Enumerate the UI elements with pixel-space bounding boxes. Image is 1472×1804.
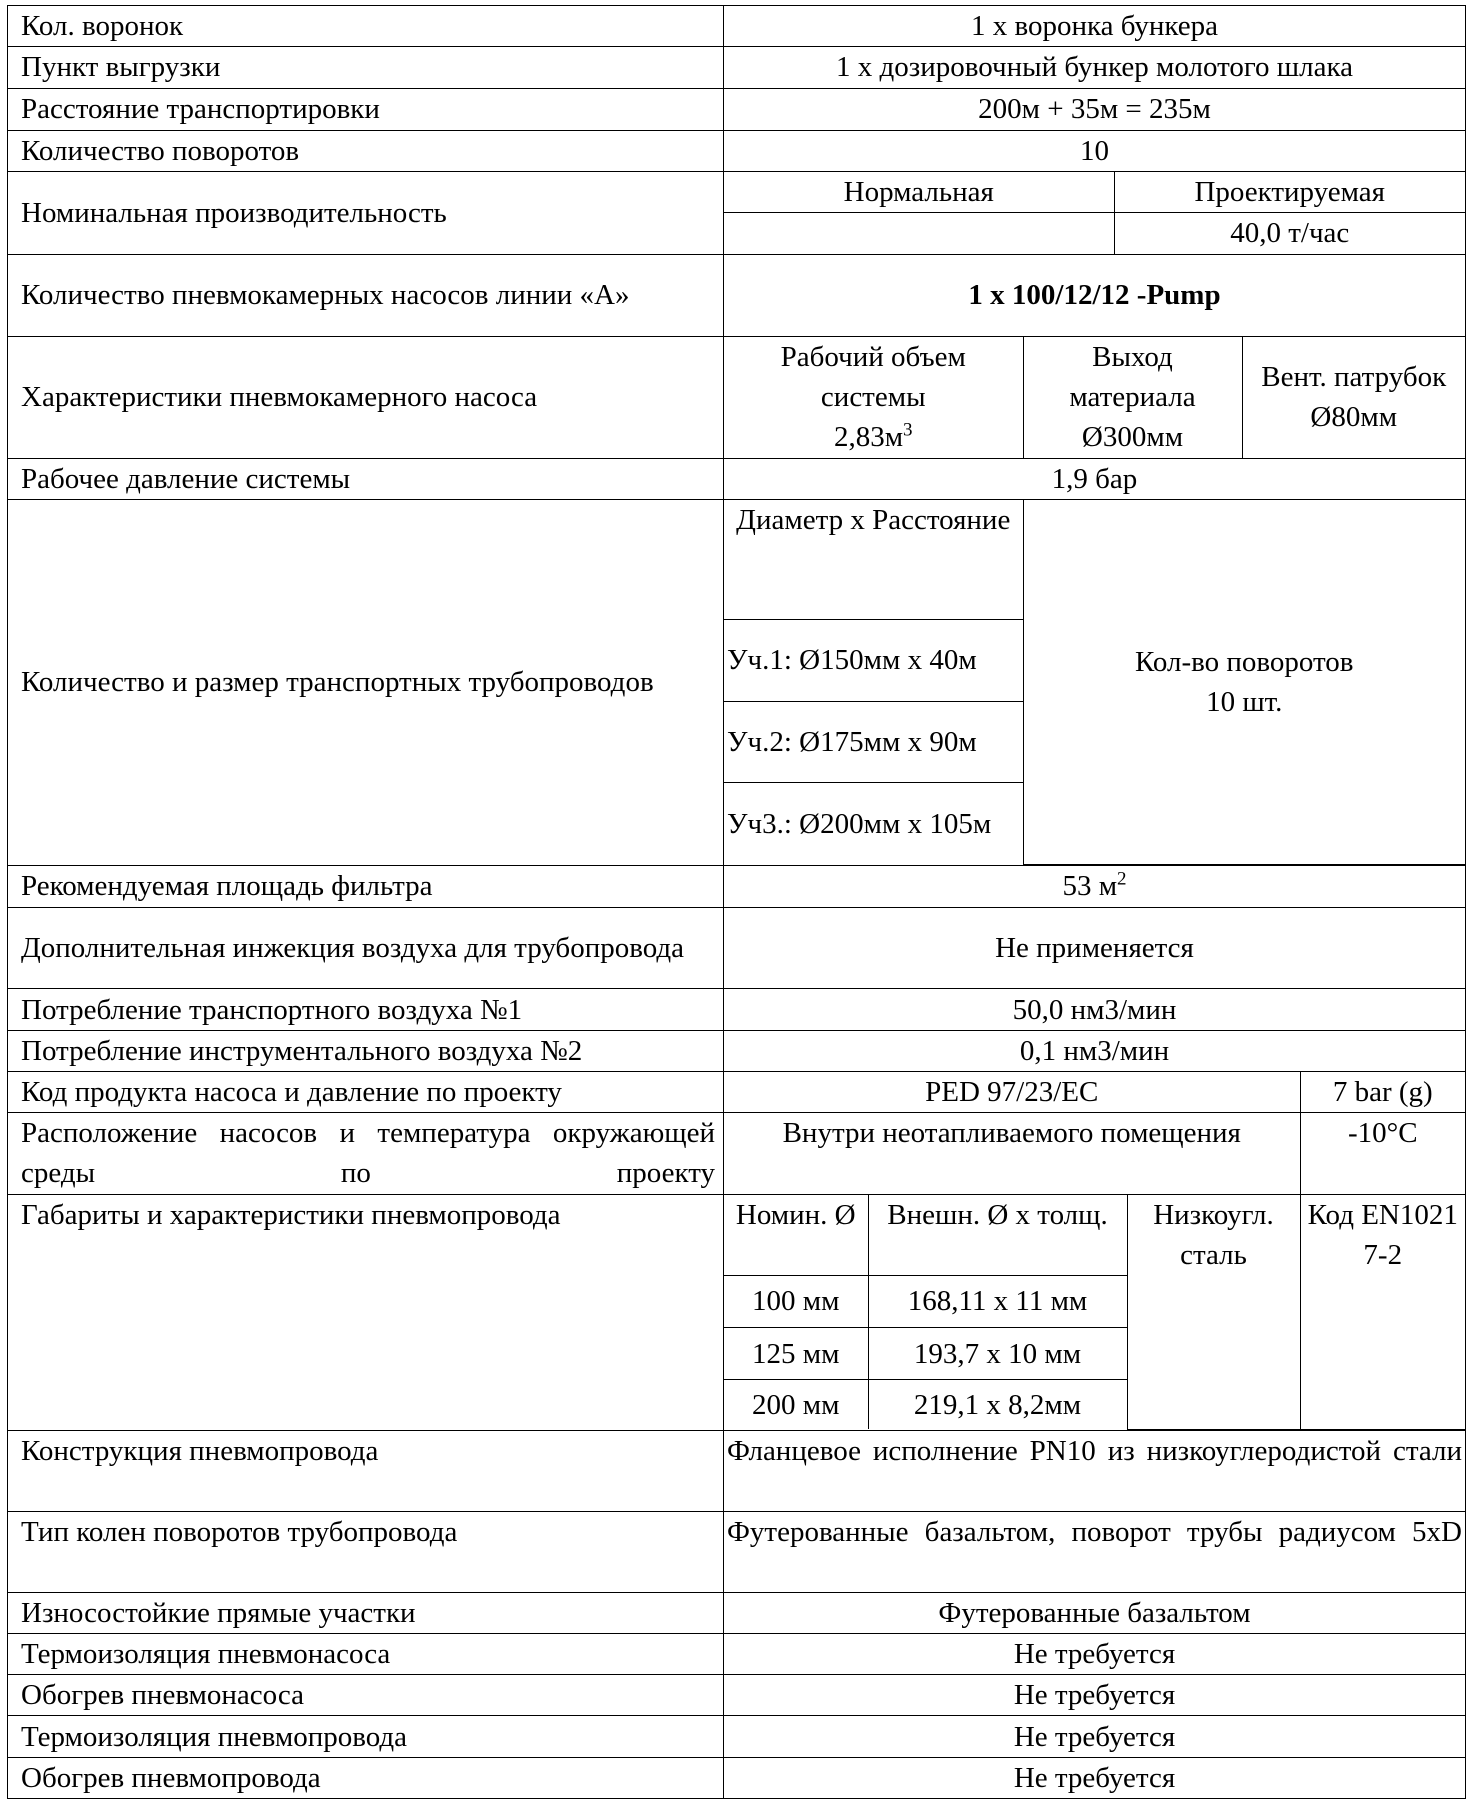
row-value: Не требуется	[724, 1675, 1466, 1716]
row-value: 1 x 100/12/12 -Pump	[724, 254, 1466, 337]
row-label: Термоизоляция пневмопровода	[8, 1716, 724, 1757]
dimensions-nominal: 100 мм	[724, 1275, 868, 1327]
pipelines-header: Диаметр x Расстояние	[724, 500, 1023, 620]
row-value: Футерованные базальтом, поворот трубы радиусом 5xD	[724, 1512, 1466, 1592]
table-row	[8, 1675, 1466, 1716]
row-label: Расстояние транспортировки	[8, 88, 724, 130]
row-label: Тип колен поворотов трубопровода	[8, 1512, 724, 1592]
table-row	[8, 1716, 1466, 1757]
table-row	[8, 1430, 1466, 1512]
dimensions-grid	[724, 1195, 1465, 1430]
row-value: Не применяется	[724, 907, 1466, 989]
table-row	[8, 907, 1466, 989]
row-value: Не требуется	[724, 1716, 1466, 1757]
pipeline-section: Уч.2: Ø175мм x 90м	[724, 701, 1023, 782]
row-label: Код продукта насоса и давление по проекту	[8, 1071, 724, 1112]
row-label: Рекомендуемая площадь фильтра	[8, 865, 724, 907]
table-row	[8, 1592, 1466, 1633]
pipelines-turns-value: 10 шт.	[1206, 685, 1283, 718]
capacity-normal-value	[724, 213, 1114, 254]
product-code-grid	[724, 1072, 1465, 1112]
table-row	[8, 337, 1466, 459]
row-label: Номинальная производительность	[8, 172, 724, 255]
location-grid	[724, 1113, 1465, 1194]
pipelines-turns	[1023, 500, 1465, 864]
row-label: Потребление транспортного воздуха №1	[8, 989, 724, 1030]
row-label: Износостойкие прямые участки	[8, 1592, 724, 1633]
row-label: Конструкция пневмопровода	[8, 1430, 724, 1512]
table-row	[8, 172, 1466, 255]
row-label: Характеристики пневмокамерного насоса	[8, 337, 724, 459]
table-row	[8, 47, 1466, 88]
dimensions-header-nominal: Номин. Ø	[724, 1195, 868, 1275]
pump-vent	[1242, 337, 1465, 458]
capacity-cell	[724, 172, 1466, 255]
pipelines-cell	[724, 499, 1466, 865]
capacity-grid	[724, 172, 1465, 254]
product-code-pressure: 7 bar (g)	[1300, 1072, 1465, 1112]
capacity-normal-header: Нормальная	[724, 172, 1114, 213]
row-label: Габариты и характеристики пневмопровода	[8, 1194, 724, 1430]
pump-specs-grid	[724, 337, 1465, 458]
table-row	[8, 6, 1466, 47]
dimensions-outer: 219,1 x 8,2мм	[868, 1380, 1127, 1429]
row-label: Термоизоляция пневмонасоса	[8, 1633, 724, 1674]
dimensions-header-outer: Внешн. Ø x толщ.	[868, 1195, 1127, 1275]
pump-outlet	[1023, 337, 1242, 458]
row-label: Потребление инструментального воздуха №2	[8, 1030, 724, 1071]
row-label: Количество пневмокамерных насосов линии «А»	[8, 254, 724, 337]
row-label: Рабочее давление системы	[8, 458, 724, 499]
location-cell	[724, 1113, 1466, 1195]
table-row	[8, 1512, 1466, 1592]
row-label: Количество и размер транспортных трубопроводов	[8, 499, 724, 865]
dimensions-header-code: Код EN10217-2	[1300, 1195, 1465, 1429]
dimensions-nominal: 200 мм	[724, 1380, 868, 1429]
table-row	[8, 989, 1466, 1030]
row-label: Дополнительная инжекция воздуха для трубопровода	[8, 907, 724, 989]
pump-vent-value: Ø80мм	[1310, 401, 1398, 434]
table-row	[8, 1633, 1466, 1674]
capacity-design-value: 40,0 т/час	[1114, 213, 1465, 254]
table-row	[8, 1071, 1466, 1112]
capacity-design-header: Проектируемая	[1114, 172, 1465, 213]
table-row	[8, 865, 1466, 907]
row-label: Кол. воронок	[8, 6, 724, 47]
row-value: 1 x дозировочный бункер молотого шлака	[724, 47, 1466, 88]
row-value: 1,9 бар	[724, 458, 1466, 499]
row-value: 0,1 нм3/мин	[724, 1030, 1466, 1071]
pipelines-turns-label: Кол-во поворотов	[1134, 645, 1354, 678]
pipelines-grid	[724, 500, 1465, 865]
dimensions-nominal: 125 мм	[724, 1328, 868, 1380]
table-row	[8, 1757, 1466, 1798]
table-row	[8, 499, 1466, 865]
row-label: Расположение насосов и температура окружающей среды по проекту	[8, 1113, 724, 1195]
table-row	[8, 1030, 1466, 1071]
pump-vent-title: Вент. патрубок	[1261, 361, 1447, 394]
row-value: Футерованные базальтом	[724, 1592, 1466, 1633]
row-label: Обогрев пневмонасоса	[8, 1675, 724, 1716]
location-temperature: -10°C	[1300, 1113, 1465, 1194]
dimensions-outer: 168,11 x 11 мм	[868, 1275, 1127, 1327]
table-row	[8, 1113, 1466, 1195]
row-value: 53 $м^2$	[724, 865, 1466, 907]
row-label: Пункт выгрузки	[8, 47, 724, 88]
product-code-cell	[724, 1071, 1466, 1112]
row-value: 1 x воронка бункера	[724, 6, 1466, 47]
table-row	[8, 254, 1466, 337]
dimensions-cell	[724, 1194, 1466, 1430]
table-row	[8, 130, 1466, 171]
pump-volume	[724, 337, 1023, 458]
dimensions-header-steel: Низкоугл. сталь	[1127, 1195, 1300, 1429]
pump-specs-cell	[724, 337, 1466, 459]
table-row	[8, 1194, 1466, 1430]
row-value: Фланцевое исполнение PN10 из низкоуглеродистой стали	[724, 1430, 1466, 1512]
pump-volume-title: Рабочий объем системы	[780, 341, 966, 414]
pipeline-section: Уч3.: Ø200мм x 105м	[724, 783, 1023, 865]
location-value: Внутри неотапливаемого помещения	[724, 1113, 1300, 1194]
pump-volume-value: $2,83м^3$	[833, 419, 913, 454]
pipeline-section: Уч.1: Ø150мм x 40м	[724, 620, 1023, 701]
table-row	[8, 458, 1466, 499]
row-value: 200м + 35м = 235м	[724, 88, 1466, 130]
row-label: Обогрев пневмопровода	[8, 1757, 724, 1798]
dimensions-outer: 193,7 x 10 мм	[868, 1328, 1127, 1380]
row-value: 50,0 нм3/мин	[724, 989, 1466, 1030]
pump-outlet-title: Выход материала	[1069, 341, 1196, 414]
row-label: Количество поворотов	[8, 130, 724, 171]
row-value: Не требуется	[724, 1757, 1466, 1798]
product-code-value: PED 97/23/EC	[724, 1072, 1300, 1112]
row-value: Не требуется	[724, 1633, 1466, 1674]
pump-outlet-value: Ø300мм	[1081, 421, 1184, 454]
spec-table	[7, 5, 1466, 1799]
table-row	[8, 88, 1466, 130]
row-value: 10	[724, 130, 1466, 171]
